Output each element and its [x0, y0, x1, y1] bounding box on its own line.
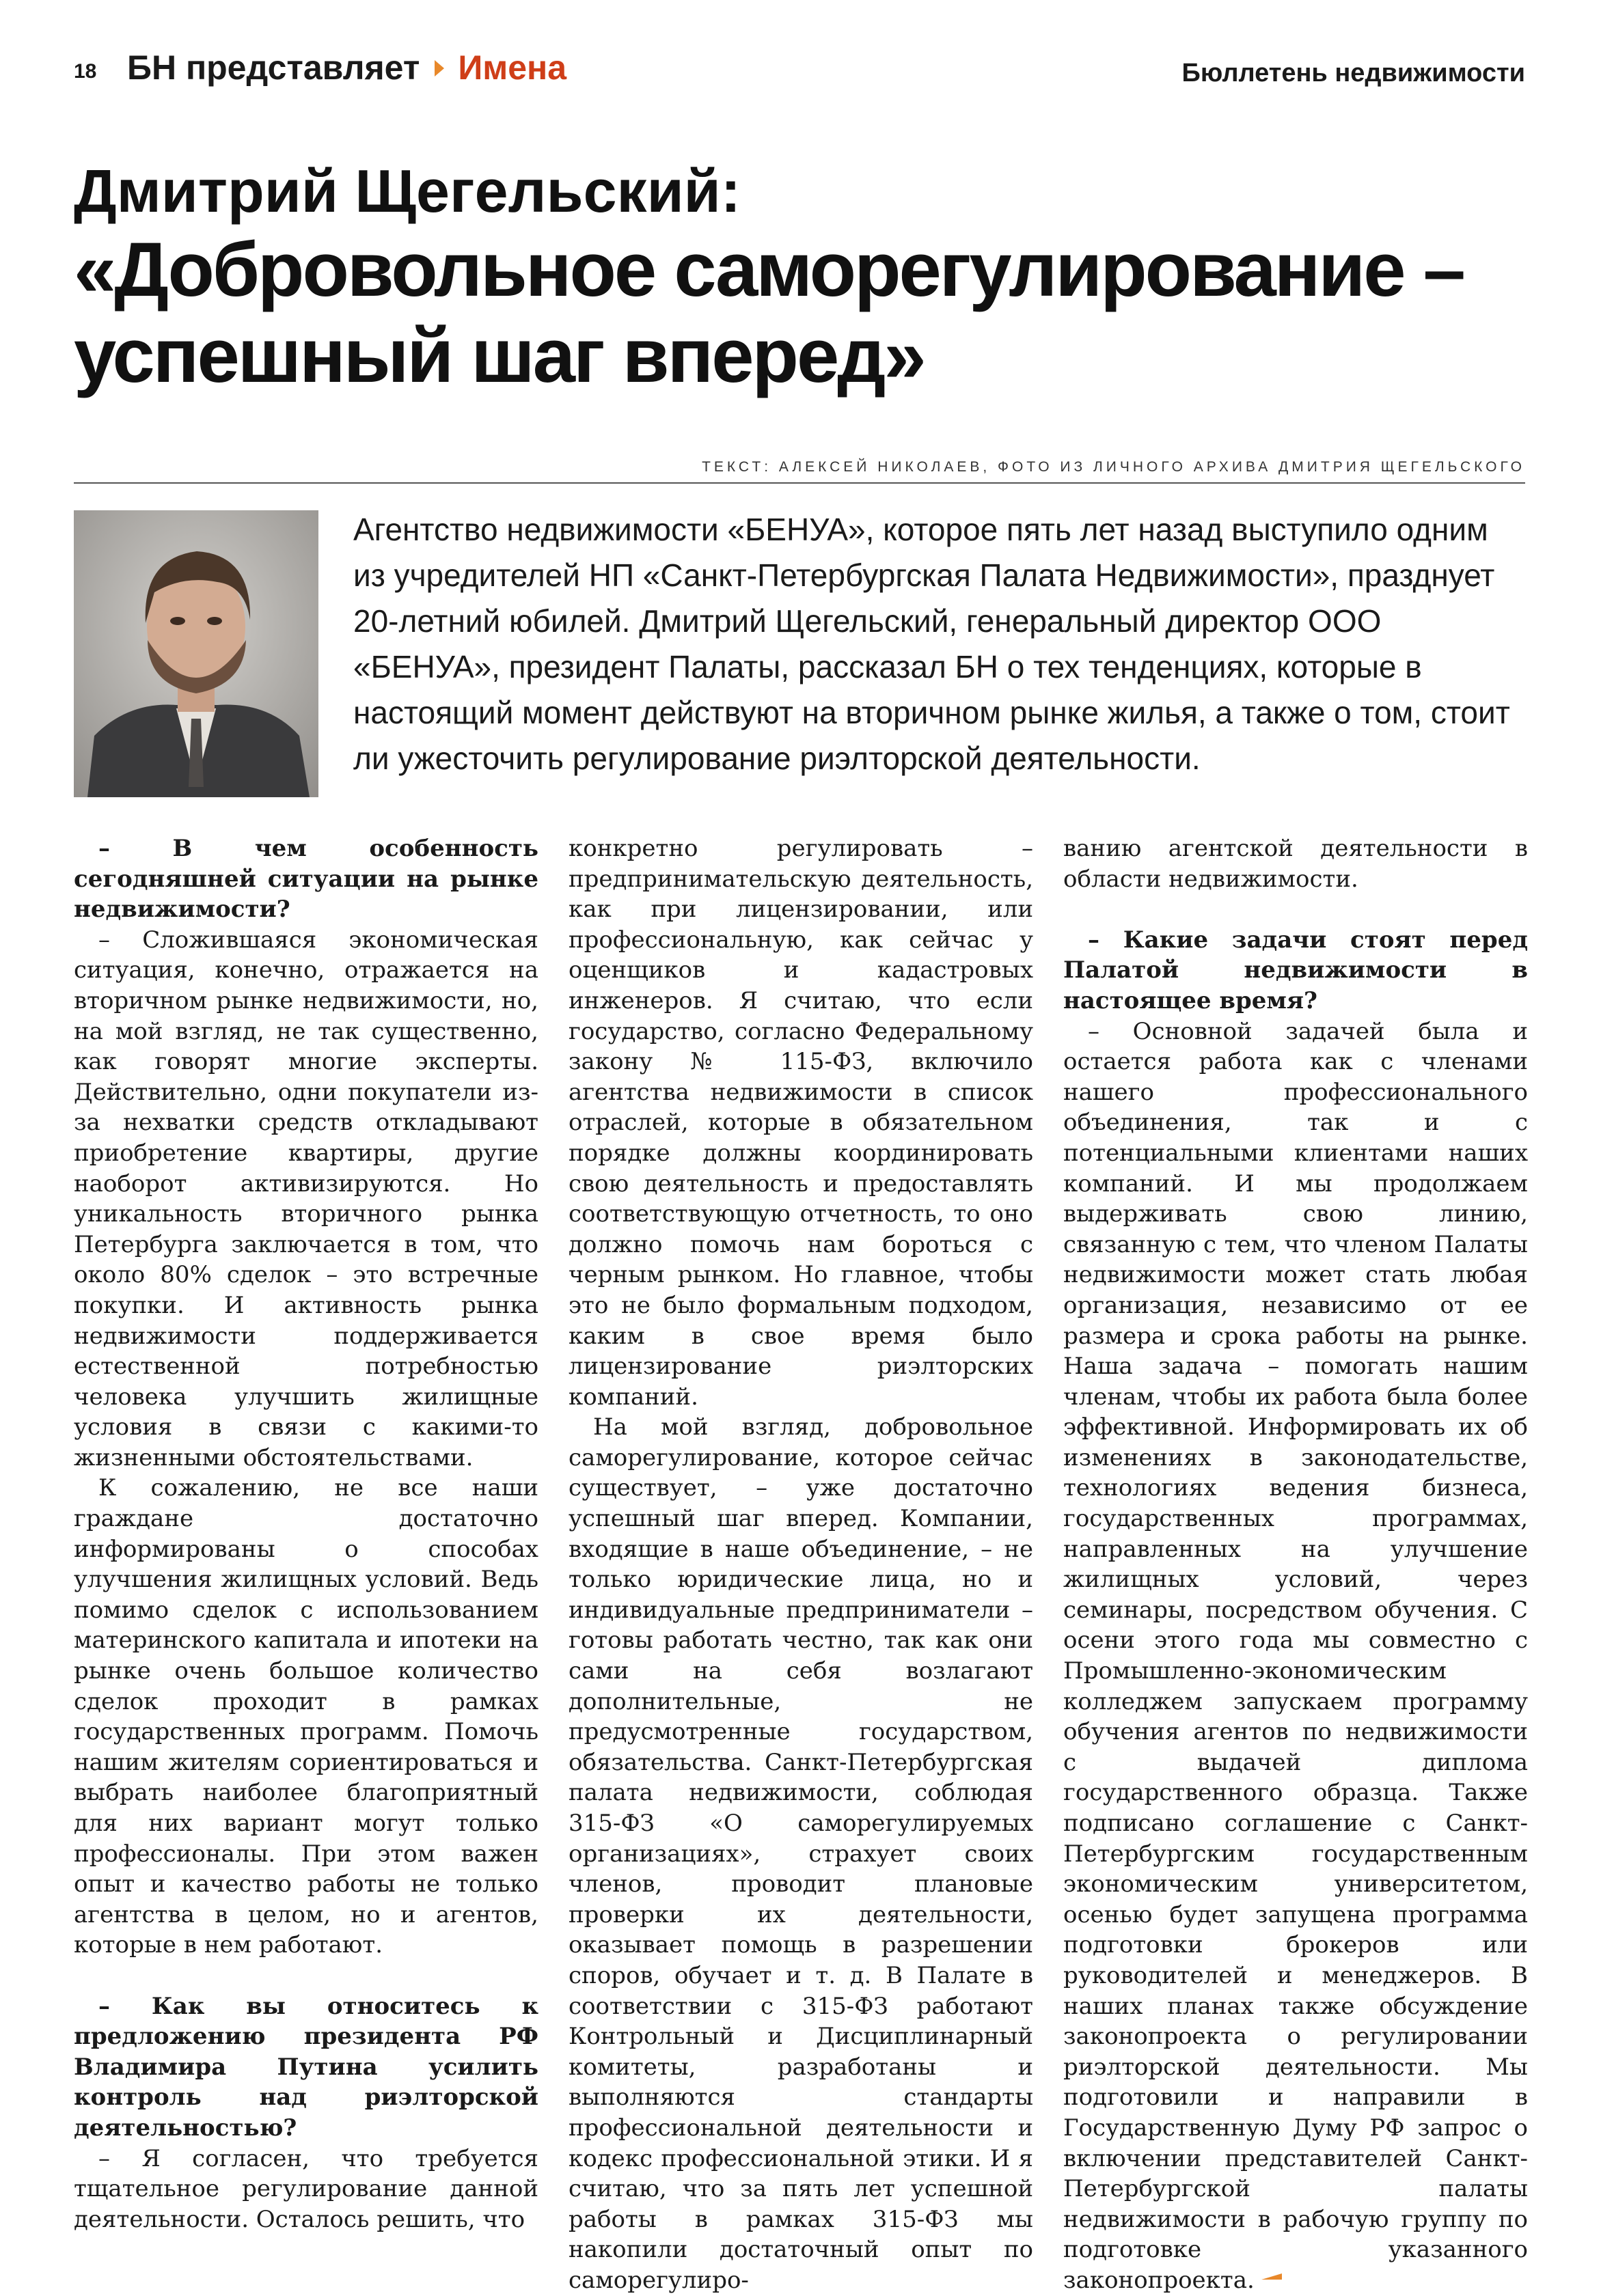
publication-name: Бюллетень недвижимости [1181, 59, 1525, 87]
article-column-2 [569, 833, 1033, 2296]
chevron-right-icon [435, 60, 444, 77]
page-header [74, 48, 1525, 96]
answer-2-paragraph-end: ванию агентской деятельности в области недвижимости. [1063, 835, 1528, 893]
section-breadcrumb [127, 48, 566, 87]
answer-2-paragraph-2: конкретно регулировать – предпринимательскую деятельность, как при лицензировании, или профессиональную, как сейчас у оценщиков и кадастровых инженеров. Я считаю, что если государство, согласно Федеральному закону № 115-ФЗ, включило агентства недвижимости в список отраслей, которые в обязательном порядке должны координировать свою деятельность и предоставлять соответствующую отчетность, то оно должно помочь нам бороться с черным рынком. Но главное, чтобы это не было формальным подходом, каким в свое время было лицензирование риэлторских компаний. [569, 835, 1033, 1411]
answer-3-text: – Основной задачей была и остается работа как с членами нашего профессионального объединения, так и с потенциальными клиентами наших компаний. И мы продолжаем выдерживать свою линию, связанную с тем, что членом Палаты недвижимости может стать любая организация, независимо от ее размера и срока работы на рынке. Наша задача – помогать нашим членам, чтобы их работа была более эффективной. Информировать их об изменениях в законодательстве, технологиях ведения бизнеса, государственных программах, направленных на улучшение жилищных условий, через семинары, посредством обучения. С осени этого года мы совместно с Промышленно-экономическим колледжем запускаем программу обучения агентов по недвижимости с выдачей диплома государственного образца. Также подписано соглашение с Санкт-Петербургским государственным экономическим университетом, осенью будет запущена программа подготовки брокеров или руководителей и менеджеров. В наших планах также обсуждение законопроекта о регулировании риэлторской деятельности. Мы подготовили и направили в Государственную Думу РФ запрос о включении представителей Санкт-Петербургской палаты недвижимости в рабочую группу по подготовке указанного законопроекта. [1063, 1017, 1528, 2294]
page-number: 18 [74, 60, 97, 83]
end-of-article-icon [1261, 2273, 1282, 2280]
portrait-image [74, 510, 318, 797]
article-column-3 [1063, 833, 1528, 2296]
answer-2-paragraph-3: На мой взгляд, добровольное саморегулирование, которое сейчас существует, – уже достаточно успешный шаг вперед. Компании, входящие в наше объединение, – не только юридические лица, но и индивидуальные предприниматели – готовы работать честно, так как они сами на себя возлагают дополнительные, не предусмотренные государством, обязательства. Санкт-Петербургская палата недвижимости, соблюдая 315-ФЗ «О саморегулируемых организациях», страхует своих членов, проводит плановые проверки их деятельности, оказывает помощь в разрешении споров, обучает и т. д. В Палате в соответствии с 315-ФЗ работают Контрольный и Дисциплинарный комитеты, разработаны и выполняются стандарты профессиональной деятельности и кодекс профессиональной этики. И я считаю, что за пять лет успешной работы в рамках 315-ФЗ мы накопили достаточный опыт по саморегулиро- [569, 1413, 1033, 2294]
answer-1-paragraph-2: К сожалению, не все наши граждане достаточно информированы о способах улучшения жилищных условий. Ведь помимо сделок с использованием материнского капитала и ипотеки на рынке очень большое количество сделок проходит в рамках государственных программ. Помочь нашим жителям сориентироваться и выбрать наиболее благоприятный для них вариант могут только профессионалы. При этом важен опыт и качество работы не только агентства в целом, но и агентов, которые в нем работают. [74, 1474, 538, 1959]
article-column-1 [74, 833, 538, 2235]
article-credit: ТЕКСТ: АЛЕКСЕЙ НИКОЛАЕВ, ФОТО ИЗ ЛИЧНОГО АРХИВА ДМИТРИЯ ЩЕГЕЛЬСКОГО [702, 459, 1525, 475]
title-line-3: успешный шаг вперед» [74, 313, 925, 398]
answer-2-paragraph-1: – Я согласен, что требуется тщательное регулирование данной деятельности. Осталось решить, что [74, 2144, 538, 2233]
answer-1-paragraph-1: – Сложившаяся экономическая ситуация, конечно, отражается на вторичном рынке недвижимости, но, на мой взгляд, не так существенно, как говорят многие эксперты. Действительно, одни покупатели из-за нехватки средств откладывают приобретение квартиры, другие наоборот активизируются. Но уникальность вторичного рынка Петербурга заключается в том, что около 80% сделок – это встречные покупки. И активность рынка недвижимости поддерживается естественной потребностью человека улучшить жилищные условия в связи с какими-то жизненными обстоятельствами. [74, 926, 538, 1471]
interview-question-2: – Как вы относитесь к предложению президента РФ Владимира Путина усилить контроль над риэлторской деятельностью? [74, 1992, 538, 2142]
rubric-name: Имена [458, 49, 567, 87]
interview-question-1: – В чем особенность сегодняшней ситуации на рынке недвижимости? [74, 835, 538, 924]
article-lead: Агентство недвижимости «БЕНУА», которое пять лет назад выступило одним из учредителей НП «Санкт-Петербургская Палата Недвижимости», празднует 20-летний юбилей. Дмитрий Щегельский, генеральный директор ООО «БЕНУА», президент Палаты, рассказал БН о тех тенденциях, которые в настоящий момент действуют на вторичном рынке жилья, а также о том, стоит ли ужесточить регулирование риэлторской деятельности. [353, 512, 1510, 776]
portrait-photo [74, 510, 318, 797]
article-title [74, 156, 1543, 399]
answer-3-paragraph [1063, 1016, 1528, 2296]
section-name: БН представляет [127, 49, 420, 87]
header-divider [74, 482, 1525, 484]
interview-question-3: – Какие задачи стоят перед Палатой недвижимости в настоящее время? [1063, 926, 1528, 1014]
title-line-1: Дмитрий Щегельский: [74, 157, 741, 225]
title-line-2: «Добровольное саморегулирование – [74, 227, 1464, 312]
